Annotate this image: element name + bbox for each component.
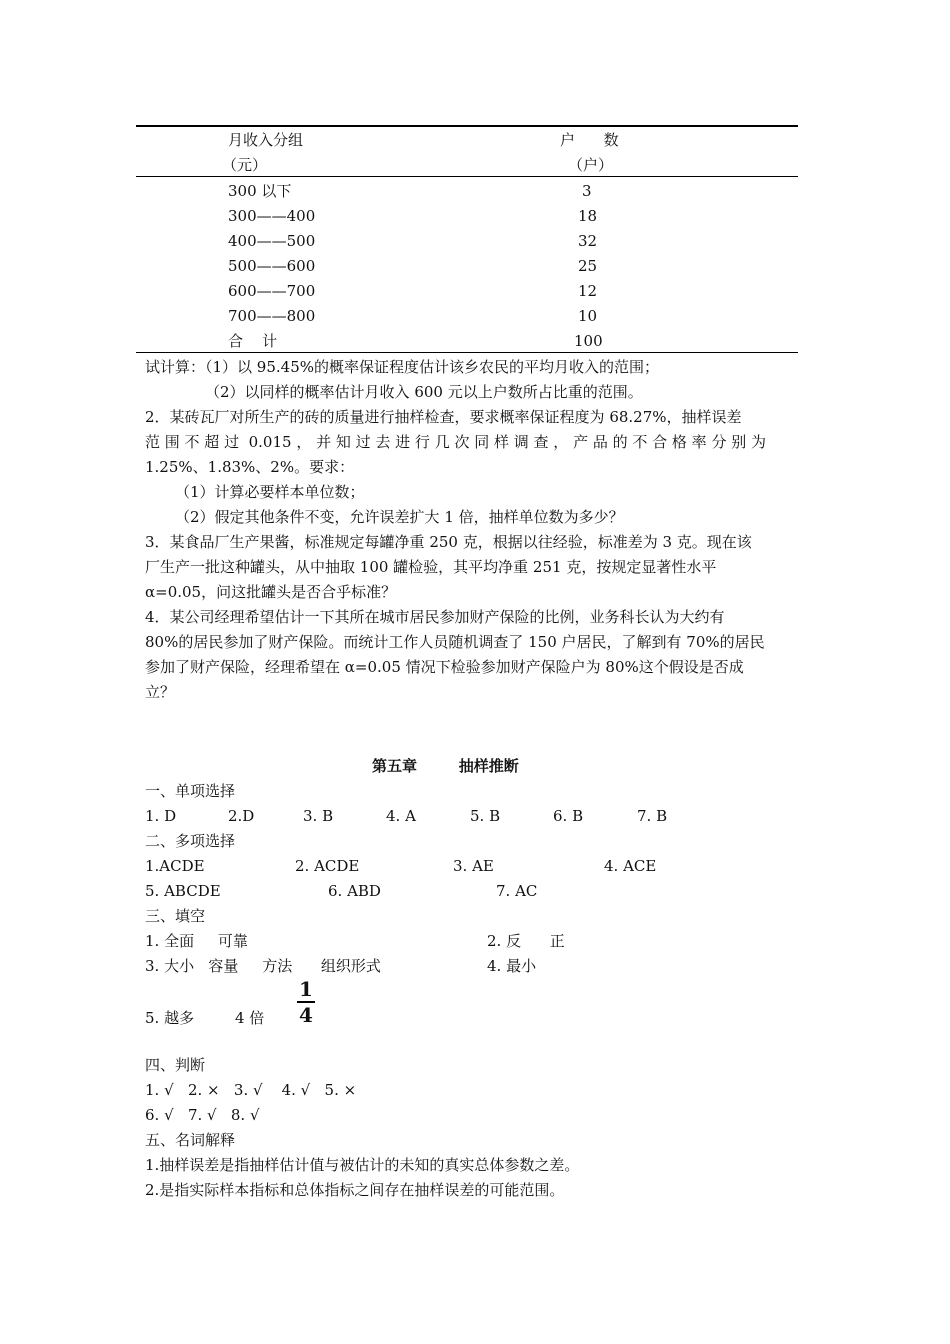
- table-row-total-label: 合 计: [228, 332, 278, 350]
- chapter-title: 第五章 抽样推断: [372, 757, 519, 775]
- fill-blank-answer: 4. 最小: [487, 957, 537, 975]
- table-row-count: 3: [582, 182, 592, 200]
- section-title-multiple-choice: 二、多项选择: [145, 832, 236, 850]
- fill-blank-answer: 2. 反 正: [487, 932, 565, 950]
- multiple-choice-answer: 7. AC: [496, 882, 538, 900]
- table-top-rule: [136, 125, 798, 127]
- fill-blank-answer: 1. 全面 可靠: [145, 932, 248, 950]
- table-header-rule: [136, 176, 798, 177]
- question-2-sub1: （1）计算必要样本单位数；: [175, 483, 365, 501]
- table-row-count: 12: [578, 282, 598, 300]
- table-col2-unit: （户）: [568, 156, 614, 174]
- table-row-group: 300——400: [228, 207, 316, 225]
- term-definition: 1.抽样误差是指抽样估计值与被估计的未知的真实总体参数之差。: [145, 1156, 580, 1174]
- question-3-text: 厂生产一批这种罐头，从中抽取 100 罐检验，其平均净重 251 克，按规定显著性水平: [145, 558, 717, 576]
- single-choice-answer: 5. B: [470, 807, 501, 825]
- section-title-judgement: 四、判断: [145, 1056, 206, 1074]
- table-row-count: 25: [578, 257, 598, 275]
- fraction-denominator: 4: [299, 1003, 313, 1027]
- question-1-part1: 试计算：（1）以 95.45%的概率保证程度估计该乡农民的平均月收入的范围；: [145, 358, 660, 376]
- single-choice-answer: 3. B: [303, 807, 334, 825]
- table-col1-header: 月收入分组: [228, 131, 304, 149]
- question-2-text: 2．某砖瓦厂对所生产的砖的质量进行抽样检查，要求概率保证程度为 68.27%，抽样误差: [145, 408, 742, 426]
- table-row-group: 500——600: [228, 257, 316, 275]
- judgement-answers: 1. √ 2. × 3. √ 4. √ 5. ×: [145, 1081, 357, 1099]
- question-2-sub2: （2）假定其他条件不变，允许误差扩大 1 倍，抽样单位数为多少？: [175, 508, 624, 526]
- single-choice-answer: 6. B: [553, 807, 584, 825]
- question-2-text: 1.25%、1.83%、2%。要求：: [145, 458, 355, 476]
- single-choice-answer: 4. A: [386, 807, 416, 825]
- judgement-answers: 6. √ 7. √ 8. √: [145, 1106, 260, 1124]
- section-title-terms: 五、名词解释: [145, 1131, 236, 1149]
- multiple-choice-answer: 4. ACE: [604, 857, 657, 875]
- single-choice-answer: 1. D: [145, 807, 177, 825]
- table-row-count: 18: [578, 207, 598, 225]
- question-4-text: 立？: [145, 683, 176, 701]
- single-choice-answer: 2.D: [228, 807, 255, 825]
- question-1-part2: （2）以同样的概率估计月收入 600 元以上户数所占比重的范围。: [205, 383, 643, 401]
- question-3-text: 3．某食品厂生产果酱，标准规定每罐净重 250 克，根据以往经验，标准差为 3 克。现在该: [145, 533, 752, 551]
- table-row-group: 600——700: [228, 282, 316, 300]
- multiple-choice-answer: 2. ACDE: [295, 857, 360, 875]
- table-row-group: 300 以下: [228, 182, 292, 200]
- question-3-text: α=0.05，问这批罐头是否合乎标准？: [145, 583, 397, 601]
- fraction-numerator: 1: [299, 977, 313, 1001]
- multiple-choice-answer: 6. ABD: [328, 882, 381, 900]
- table-row-group: 400——500: [228, 232, 316, 250]
- multiple-choice-answer: 1.ACDE: [145, 857, 205, 875]
- fill-blank-answer: 5. 越多: [145, 1009, 195, 1027]
- multiple-choice-answer: 3. AE: [453, 857, 494, 875]
- term-definition: 2.是指实际样本指标和总体指标之间存在抽样误差的可能范围。: [145, 1181, 565, 1199]
- fill-blank-answer: 4 倍: [235, 1009, 265, 1027]
- section-title-fill-blank: 三、填空: [145, 907, 206, 925]
- table-row-group: 700——800: [228, 307, 316, 325]
- question-4-text: 80%的居民参加了财产保险。而统计工作人员随机调查了 150 户居民，了解到有 70%的居民: [145, 633, 765, 651]
- table-row-total-count: 100: [574, 332, 603, 350]
- table-col2-header: 户 数: [560, 131, 619, 149]
- section-title-single-choice: 一、单项选择: [145, 782, 236, 800]
- single-choice-answer: 7. B: [637, 807, 668, 825]
- table-row-count: 10: [578, 307, 598, 325]
- table-row-count: 32: [578, 232, 598, 250]
- multiple-choice-answer: 5. ABCDE: [145, 882, 221, 900]
- table-bottom-rule: [136, 352, 798, 353]
- table-col1-unit: （元）: [222, 156, 268, 174]
- question-2-text: 范 围 不 超 过 0.015 ， 并 知 过 去 进 行 几 次 同 样 调 查 ， 产 品 的 不 合 格 率 分 别 为: [145, 433, 766, 451]
- question-4-text: 4．某公司经理希望估计一下其所在城市居民参加财产保险的比例，业务科长认为大约有: [145, 608, 725, 626]
- fill-blank-answer: 3. 大小 容量 方法 组织形式: [145, 957, 381, 975]
- question-4-text: 参加了财产保险，经理希望在 α=0.05 情况下检验参加财产保险户为 80%这个假设是否成: [145, 658, 744, 676]
